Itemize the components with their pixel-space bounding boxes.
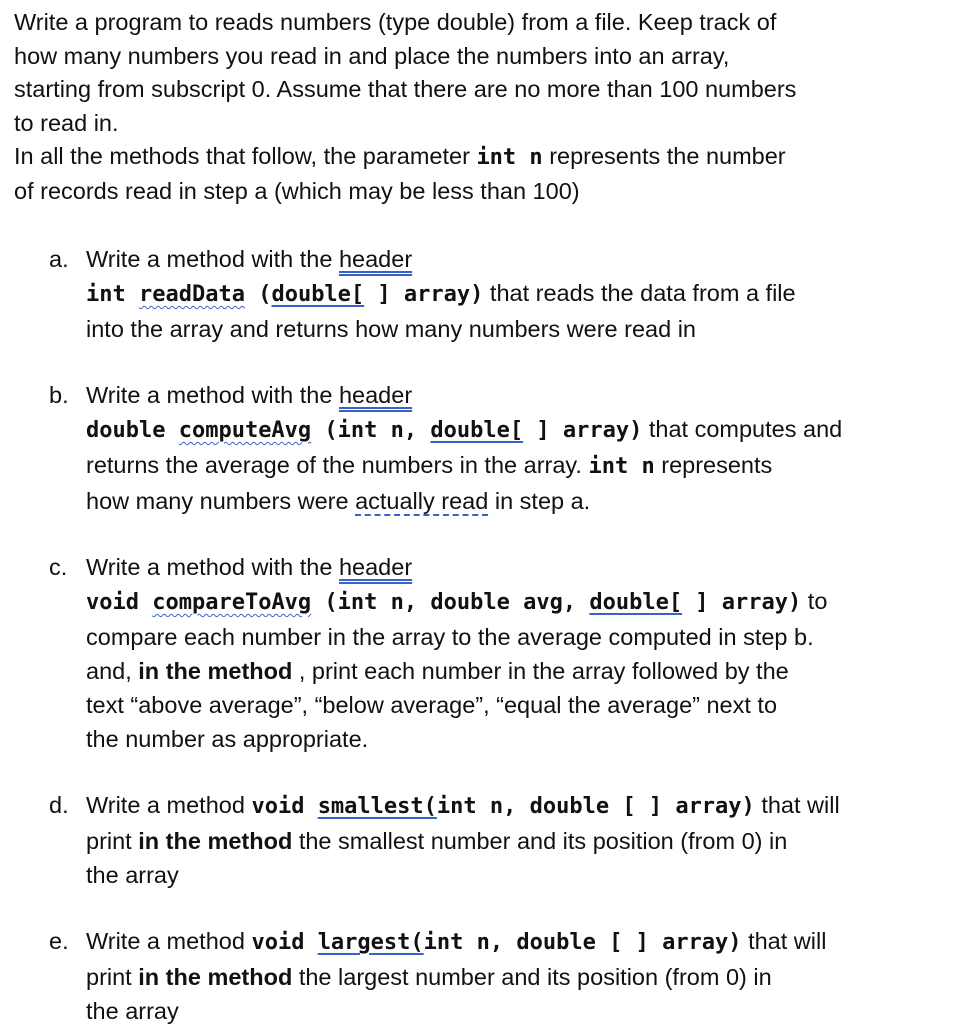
list-marker: d.: [49, 792, 69, 818]
item-text: that will: [741, 928, 827, 954]
intro-text: In all the methods that follow, the parameter: [14, 143, 477, 169]
task-list: [14, 242, 954, 1028]
item-text: and,: [86, 658, 139, 684]
item-line: the array: [86, 998, 179, 1024]
code-token: ] array): [682, 590, 802, 615]
item-text: Write a method with the: [86, 246, 339, 272]
method-signature: [251, 794, 754, 819]
method-name: compareToAvg: [152, 590, 312, 615]
item-line: [86, 242, 954, 276]
code-token: (: [244, 282, 272, 307]
intro-line: to read in.: [14, 109, 119, 136]
item-line: [86, 924, 954, 960]
item-text: represents: [654, 452, 773, 478]
code-token: (int n, double avg,: [311, 590, 590, 615]
intro-text: represents the number: [542, 143, 786, 169]
emphasis-text: in the method: [138, 658, 293, 684]
intro-line: how many numbers you read in and place the numbers into an array,: [14, 42, 730, 69]
code-token: int n, double [ ] array): [423, 930, 742, 955]
item-text: , print each number in the array followed by the: [292, 658, 789, 684]
intro-line: Write a program to reads numbers (type double) from a file. Keep track of: [14, 9, 777, 35]
item-line: into the array and returns how many numbers were read in: [86, 316, 697, 342]
item-text: that reads the data from a file: [483, 280, 796, 306]
intro-line: starting from subscript 0. Assume that there are no more than 100 numbers: [14, 76, 797, 102]
item-line: the number as appropriate.: [86, 726, 369, 752]
item-text: that computes and: [642, 416, 843, 442]
list-marker: e.: [49, 928, 69, 954]
method-name: readData: [138, 282, 245, 307]
intro-param-code: int n: [476, 145, 543, 170]
emphasis-text: in the method: [138, 828, 293, 854]
method-signature: [86, 590, 801, 615]
method-signature: [86, 282, 483, 307]
task-item-e: [14, 924, 954, 1028]
method-signature: [86, 418, 642, 443]
item-line: [86, 412, 954, 448]
item-text: print: [86, 828, 139, 854]
intro-line: of records read in step a (which may be less than 100): [14, 177, 580, 204]
list-marker: c.: [49, 554, 68, 580]
item-text: to: [801, 588, 828, 614]
item-text: Write a method: [86, 792, 252, 818]
flagged-phrase: actually read: [355, 488, 489, 514]
code-token: ] array): [364, 282, 484, 307]
item-text: Write a method: [86, 928, 252, 954]
task-item-c: [14, 550, 954, 756]
code-type: double[: [271, 282, 365, 307]
code-type: double[: [430, 418, 524, 443]
item-line: text “above average”, “below average”, “equal the average” next to: [86, 692, 778, 718]
item-line: [86, 584, 954, 620]
item-text: in step a.: [488, 488, 591, 514]
emphasis-text: in the method: [138, 964, 293, 990]
code-token: double: [86, 418, 179, 443]
method-name: smallest(: [317, 794, 437, 819]
item-line: [86, 550, 954, 584]
list-marker: b.: [49, 382, 69, 408]
param-code: int n: [588, 454, 655, 479]
item-line: [86, 448, 954, 484]
item-text: how many numbers were: [86, 488, 356, 514]
item-text: print: [86, 964, 139, 990]
assignment-document: [14, 6, 954, 1028]
task-item-d: [14, 788, 954, 892]
item-text: the smallest number and its position (from 0) in: [292, 828, 788, 854]
item-line: [86, 276, 954, 312]
header-word: header: [338, 246, 413, 272]
item-text: Write a method with the: [86, 554, 339, 580]
code-token: ] array): [523, 418, 643, 443]
intro-line: [14, 140, 954, 175]
code-token: (int n,: [311, 418, 431, 443]
item-line: [86, 788, 954, 824]
task-item-a: [14, 242, 954, 346]
task-item-b: [14, 378, 954, 518]
item-line: [86, 654, 954, 688]
method-signature: [251, 930, 741, 955]
code-token: void: [86, 590, 153, 615]
item-line: [86, 378, 954, 412]
header-word: header: [338, 382, 413, 408]
code-token: void: [251, 930, 318, 955]
code-token: void: [251, 794, 318, 819]
method-name: computeAvg: [178, 418, 312, 443]
method-name: largest(: [317, 930, 424, 955]
code-token: int: [86, 282, 139, 307]
item-line: the array: [86, 862, 179, 888]
item-line: [86, 960, 954, 994]
code-type: double[: [589, 590, 683, 615]
code-token: int n, double [ ] array): [436, 794, 755, 819]
header-word: header: [338, 554, 413, 580]
intro-paragraph: [14, 6, 954, 208]
item-text: that will: [754, 792, 840, 818]
item-text: Write a method with the: [86, 382, 339, 408]
item-text: returns the average of the numbers in the array.: [86, 452, 589, 478]
list-marker: a.: [49, 246, 69, 272]
item-line: compare each number in the array to the average computed in step b.: [86, 624, 814, 650]
item-text: the largest number and its position (from 0) in: [292, 964, 772, 990]
item-line: [86, 824, 954, 858]
item-line: [86, 484, 954, 518]
